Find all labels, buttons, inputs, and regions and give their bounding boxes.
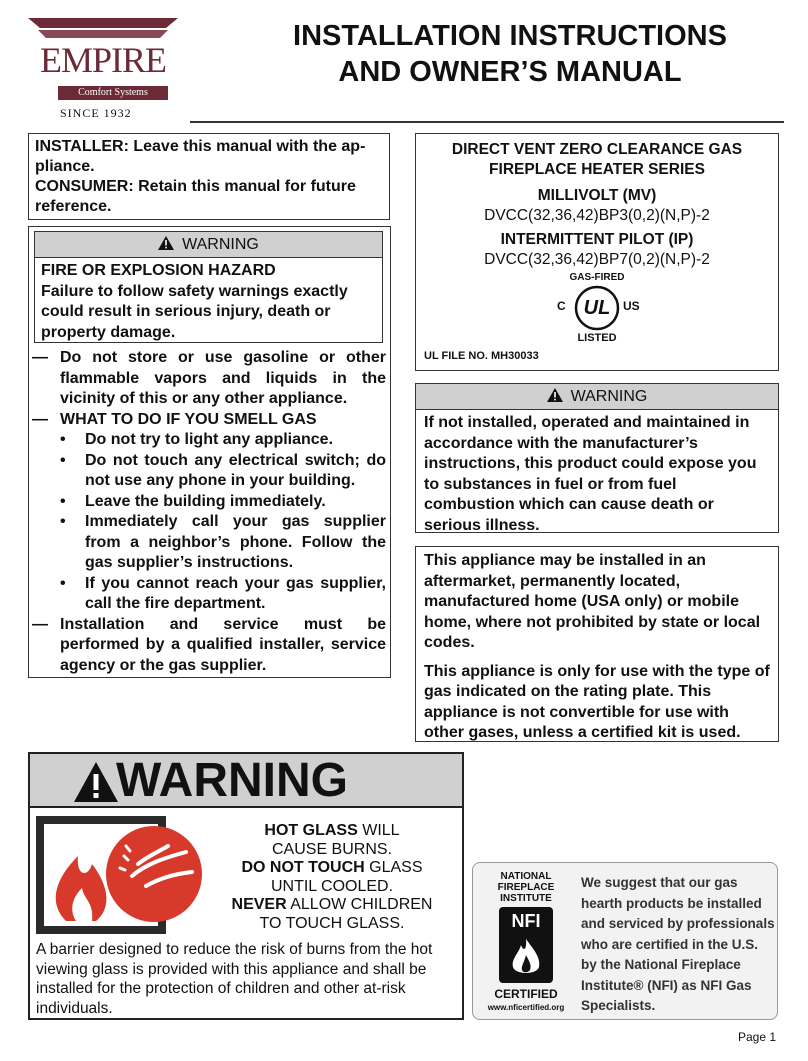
nfi-certified: CERTIFIED bbox=[494, 987, 558, 1001]
hot-glass-text bbox=[212, 822, 452, 933]
ip-label: INTERMITTENT PILOT (IP) bbox=[500, 231, 694, 248]
consumer-line-2: reference. bbox=[35, 198, 112, 215]
list-item bbox=[30, 410, 386, 431]
product-info-box bbox=[415, 133, 779, 371]
nfi-url: www.nficertified.org bbox=[487, 1003, 565, 1012]
warning-header bbox=[416, 384, 778, 410]
fire-warning-box bbox=[34, 231, 383, 343]
flame-icon bbox=[509, 937, 543, 977]
hot-glass-warning bbox=[28, 752, 464, 1020]
warning-header-text: WARNING bbox=[182, 236, 259, 253]
bullet-text: Do not touch any electrical switch; do not use any phone in your building. bbox=[85, 451, 386, 489]
logo-tagline: Comfort Systems bbox=[58, 86, 168, 100]
list-item bbox=[30, 451, 386, 492]
big-warning-title: WARNING bbox=[116, 754, 348, 807]
barrier-notice: A barrier designed to reduce the risk of burns from the hot viewing glass is provided with this appliance and shall be installed for the protection of children and other at-risk individuals. bbox=[36, 941, 433, 1017]
chemical-warning-text: If not installed, operated and maintained in accordance with the manufacturer’s instructions, this product could expose you to substances in fuel or from fuel combustion which can cause death or serious illness. bbox=[424, 414, 757, 534]
title-line-2: AND OWNER’S MANUAL bbox=[338, 56, 682, 88]
big-warning-header bbox=[30, 754, 462, 808]
logo-since: SINCE 1932 bbox=[60, 106, 132, 120]
consumer-line-1: CONSUMER: Retain this manual for future bbox=[35, 178, 356, 195]
never-bold: NEVER bbox=[231, 896, 287, 913]
logo-brand: EMPIRE bbox=[39, 40, 166, 80]
nfi-certification bbox=[472, 862, 778, 1020]
warning-triangle-icon bbox=[74, 762, 118, 802]
smell-gas-heading: WHAT TO DO IF YOU SMELL GAS bbox=[60, 410, 317, 428]
hot-glass-bold: HOT GLASS bbox=[264, 822, 358, 839]
touch-glass: TO TOUCH GLASS. bbox=[259, 914, 405, 932]
ul-listed-mark bbox=[547, 272, 647, 344]
dash-marker: — bbox=[32, 615, 48, 633]
list-item bbox=[30, 615, 386, 677]
hazard-body: Failure to follow safety warnings exactly could result in serious injury, death or property damage. bbox=[41, 282, 348, 341]
gas-safety-list bbox=[30, 348, 386, 676]
warning-triangle-icon bbox=[547, 388, 563, 402]
bullet-marker: • bbox=[60, 431, 66, 448]
do-not-touch-rest: GLASS bbox=[364, 859, 423, 876]
bullet-marker: • bbox=[60, 451, 66, 469]
title-divider bbox=[190, 121, 784, 123]
bullet-text: Immediately call your gas supplier from a neighbor’s phone. Follow the gas supplier’s instructions. bbox=[85, 513, 386, 571]
nfi-mark: NFI bbox=[511, 911, 541, 931]
nfi-logo-line-2: FIREPLACE bbox=[497, 882, 555, 893]
ul-listed: LISTED bbox=[577, 332, 617, 344]
title-line-1: INSTALLATION INSTRUCTIONS bbox=[293, 20, 727, 52]
installation-notice bbox=[415, 546, 779, 742]
storage-warning: Do not store or use gasoline or other flammable vapors and liquids in the vicinity of this or any other appliance. bbox=[60, 349, 386, 407]
hazard-title: FIRE OR EXPLOSION HAZARD bbox=[41, 262, 276, 279]
until-cooled: UNTIL COOLED. bbox=[270, 877, 394, 895]
nfi-logo-line-3: INSTITUTE bbox=[500, 893, 552, 904]
ip-model: DVCC(32,36,42)BP7(0,2)(N,P)-2 bbox=[484, 251, 710, 268]
mv-model: DVCC(32,36,42)BP3(0,2)(N,P)-2 bbox=[484, 207, 710, 224]
list-item bbox=[30, 512, 386, 574]
bullet-text: Do not try to light any appliance. bbox=[85, 431, 334, 448]
installer-note bbox=[28, 133, 390, 220]
do-not-touch-bold: DO NOT TOUCH bbox=[241, 859, 365, 876]
never-rest: ALLOW CHILDREN bbox=[286, 896, 433, 913]
hot-glass-burn-icon bbox=[36, 816, 206, 934]
mv-label: MILLIVOLT (MV) bbox=[537, 187, 657, 204]
hot-glass-rest: WILL bbox=[357, 822, 400, 839]
list-item bbox=[30, 348, 386, 410]
series-line-1: DIRECT VENT ZERO CLEARANCE GAS bbox=[451, 141, 743, 158]
bullet-marker: • bbox=[60, 513, 66, 530]
warning-triangle-icon bbox=[158, 236, 174, 250]
list-item bbox=[30, 492, 386, 513]
list-item bbox=[30, 574, 386, 615]
company-logo bbox=[28, 18, 178, 102]
series-line-2: FIREPLACE HEATER SERIES bbox=[489, 161, 705, 178]
bullet-text: If you cannot reach your gas supplier, call the fire department. bbox=[85, 574, 386, 612]
list-item bbox=[30, 430, 386, 451]
bullet-marker: • bbox=[60, 492, 66, 510]
dash-marker: — bbox=[32, 410, 48, 428]
ul-file-number: UL FILE NO. MH30033 bbox=[424, 350, 539, 362]
warning-header bbox=[35, 232, 382, 258]
installer-line-2: pliance. bbox=[35, 158, 95, 175]
ul-gas-fired: GAS-FIRED bbox=[569, 272, 625, 283]
ul-mark: UL bbox=[583, 297, 611, 319]
ul-c: C bbox=[557, 299, 566, 313]
warning-header-text: WARNING bbox=[570, 388, 648, 405]
nfi-recommendation: We suggest that our gas hearth products be installed and serviced by professionals who are certified in the U.S. by the National Fireplace Institute® (NFI) as NFI Gas Specialists. bbox=[581, 875, 775, 1013]
dash-marker: — bbox=[32, 349, 48, 366]
nfi-logo-line-1: NATIONAL bbox=[500, 871, 552, 882]
installer-line-1: INSTALLER: Leave this manual with the ap- bbox=[35, 138, 366, 155]
bullet-marker: • bbox=[60, 574, 66, 592]
bullet-text: Leave the building immediately. bbox=[85, 492, 326, 510]
chemical-warning-box bbox=[415, 383, 779, 533]
ul-us: US bbox=[623, 299, 640, 313]
nfi-logo bbox=[483, 871, 569, 1001]
notice-paragraph-2: This appliance is only for use with the type of gas indicated on the rating plate. This appliance is not convertible for use with other gases, unless a certified kit is used. bbox=[424, 662, 770, 741]
installation-warning: Installation and service must be performed by a qualified installer, service agency or the gas supplier. bbox=[60, 615, 386, 674]
page-number: Page 1 bbox=[738, 1030, 777, 1044]
cause-burns: CAUSE BURNS. bbox=[271, 840, 393, 858]
notice-paragraph-1: This appliance may be installed in an aftermarket, permanently located, manufactured home (USA only) or mobile home, where not prohibited by state or local codes. bbox=[424, 552, 761, 651]
page-title bbox=[230, 18, 790, 90]
